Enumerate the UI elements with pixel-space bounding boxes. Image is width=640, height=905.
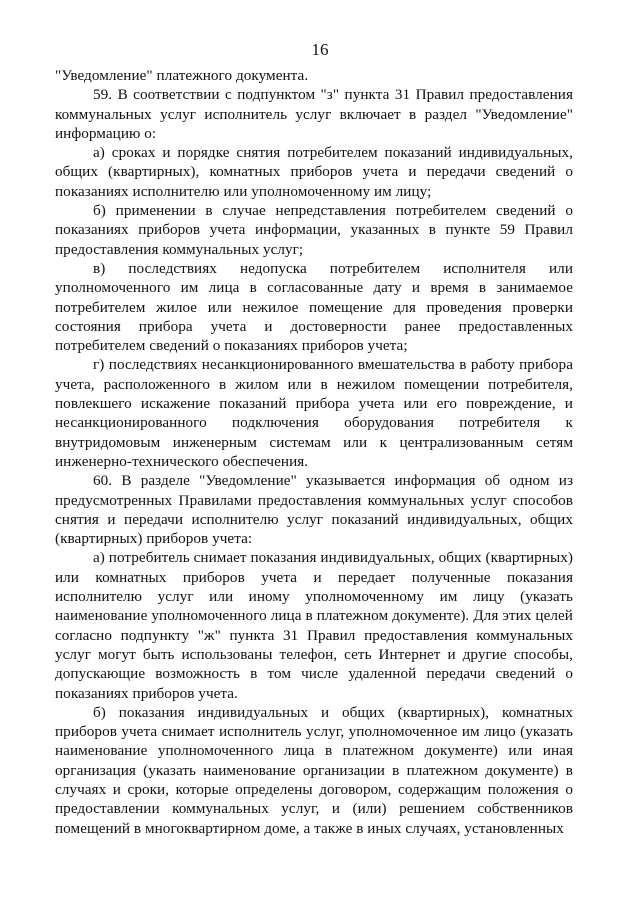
paragraph-60-item-b: б) показания индивидуальных и общих (квартирных), комнатных приборов учета снимает исполнитель услуг, уполномоченное им лицо (указать наименование уполномоченного лица в платежном документе) или иная организация (указать наименование организации в платежном документе) в случаях и сроки, которые определены договором, содержащим положения о предоставлении коммунальных услуг, и (или) решением собственников помещений в многоквартирном доме, а также в иных случаях, установленных: [55, 703, 573, 837]
document-body: [55, 66, 573, 838]
paragraph-59-item-a: а) сроках и порядке снятия потребителем показаний индивидуальных, общих (квартирных), комнатных приборов учета и передачи сведений о показаниях исполнителю или уполномоченному им лицу;: [55, 144, 573, 200]
paragraph-59-item-v: в) последствиях недопуска потребителем исполнителя или уполномоченного им лица в согласованные дату и время в занимаемое потребителем жилое или нежилое помещение для проведения проверки состояния прибора учета и достоверности ранее предоставленных потребителем сведений о показаниях приборов учета;: [55, 259, 573, 355]
paragraph-59-item-g: г) последствиях несанкционированного вмешательства в работу прибора учета, расположенного в жилом или в нежилом помещении потребителя, повлекшего искажение показаний прибора учета или его повреждение, и несанкционированного подключения оборудования потребителя к внутридомовым инженерным системам или к централизованным сетям инженерно-технического обеспечения.: [55, 356, 573, 470]
paragraph-59: 59. В соответствии с подпунктом "з" пункта 31 Правил предоставления коммунальных услуг исполнитель услуг включает в раздел "Уведомление" информацию о:: [55, 86, 573, 142]
paragraph-60: 60. В разделе "Уведомление" указывается информация об одном из предусмотренных Правилами предоставления коммунальных услуг способов снятия и передачи исполнителю услуг показаний индивидуальных, общих (квартирных) приборов учета:: [55, 472, 573, 548]
page-number: 16: [311, 40, 329, 59]
paragraph-60-item-a: а) потребитель снимает показания индивидуальных, общих (квартирных) или комнатных приборов учета и передает полученные показания исполнителю услуг или иному уполномоченному им лицу (указать наименование уполномоченного лица в платежном документе). Для этих целей согласно подпункту "ж" пункта 31 Правил предоставления коммунальных услуг могут быть использованы телефон, сеть Интернет и другие способы, допускающие возможность в том числе удаленной передачи сведений о показаниях приборов учета.: [55, 549, 573, 702]
paragraph-59-item-b: б) применении в случае непредставления потребителем сведений о показаниях приборов учета информации, указанных в пункте 59 Правил предоставления коммунальных услуг;: [55, 202, 573, 258]
paragraph-intro-fragment: "Уведомление" платежного документа.: [55, 67, 309, 84]
